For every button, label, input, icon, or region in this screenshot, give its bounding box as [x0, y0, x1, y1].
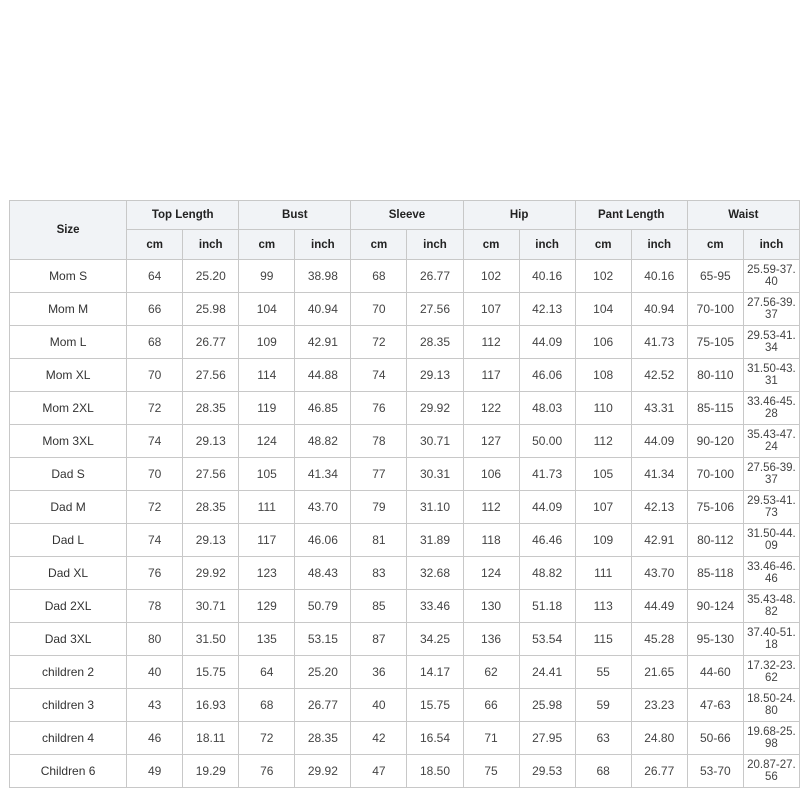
- measurement-cell: 28.35: [407, 326, 463, 359]
- size-label-cell: Dad XL: [10, 557, 127, 590]
- measurement-cell: 25.20: [183, 260, 239, 293]
- measurement-cell: 130: [463, 590, 519, 623]
- measurement-cell: 50.79: [295, 590, 351, 623]
- measurement-cell: 68: [351, 260, 407, 293]
- measurement-cell: 38.98: [295, 260, 351, 293]
- measurement-cell: 117: [463, 359, 519, 392]
- measurement-cell: 28.35: [183, 392, 239, 425]
- measurement-cell: 29.92: [183, 557, 239, 590]
- measurement-cell: 85-115: [687, 392, 743, 425]
- measurement-cell: 50.00: [519, 425, 575, 458]
- measurement-cell: 81: [351, 524, 407, 557]
- measurement-cell: 27.56: [183, 458, 239, 491]
- unit-header: cm: [351, 230, 407, 260]
- measurement-cell: 68: [239, 689, 295, 722]
- measurement-cell: 50-66: [687, 722, 743, 755]
- measurement-cell: 43.70: [631, 557, 687, 590]
- measurement-cell: 75-105: [687, 326, 743, 359]
- measurement-cell: 15.75: [183, 656, 239, 689]
- measurement-cell: 27.56-39.37: [743, 293, 799, 326]
- measurement-cell: 111: [575, 557, 631, 590]
- measurement-cell: 51.18: [519, 590, 575, 623]
- measurement-cell: 85: [351, 590, 407, 623]
- measurement-cell: 46.06: [295, 524, 351, 557]
- table-row: [10, 293, 800, 326]
- measurement-cell: 85-118: [687, 557, 743, 590]
- measurement-cell: 115: [575, 623, 631, 656]
- table-row: [10, 590, 800, 623]
- size-label-cell: Mom S: [10, 260, 127, 293]
- unit-header: inch: [295, 230, 351, 260]
- size-label-cell: Mom M: [10, 293, 127, 326]
- measurement-cell: 80-112: [687, 524, 743, 557]
- group-header-top-length: Top Length: [127, 201, 239, 230]
- unit-header: cm: [239, 230, 295, 260]
- measurement-cell: 42.52: [631, 359, 687, 392]
- measurement-cell: 118: [463, 524, 519, 557]
- measurement-cell: 59: [575, 689, 631, 722]
- measurement-cell: 80-110: [687, 359, 743, 392]
- measurement-cell: 46.85: [295, 392, 351, 425]
- measurement-cell: 29.13: [183, 425, 239, 458]
- measurement-cell: 29.92: [295, 755, 351, 788]
- unit-header: cm: [463, 230, 519, 260]
- measurement-cell: 20.87-27.56: [743, 755, 799, 788]
- measurement-cell: 27.56: [183, 359, 239, 392]
- measurement-cell: 90-124: [687, 590, 743, 623]
- measurement-cell: 25.98: [519, 689, 575, 722]
- measurement-cell: 16.93: [183, 689, 239, 722]
- measurement-cell: 31.50: [183, 623, 239, 656]
- measurement-cell: 74: [351, 359, 407, 392]
- measurement-cell: 40.16: [519, 260, 575, 293]
- measurement-cell: 109: [575, 524, 631, 557]
- measurement-cell: 29.13: [183, 524, 239, 557]
- measurement-cell: 29.92: [407, 392, 463, 425]
- size-label-cell: Dad L: [10, 524, 127, 557]
- measurement-cell: 33.46: [407, 590, 463, 623]
- measurement-cell: 124: [463, 557, 519, 590]
- measurement-cell: 28.35: [183, 491, 239, 524]
- measurement-cell: 24.41: [519, 656, 575, 689]
- table-row: [10, 491, 800, 524]
- measurement-cell: 18.11: [183, 722, 239, 755]
- table-row: [10, 326, 800, 359]
- measurement-cell: 70-100: [687, 458, 743, 491]
- measurement-cell: 70-100: [687, 293, 743, 326]
- measurement-cell: 78: [127, 590, 183, 623]
- measurement-cell: 43: [127, 689, 183, 722]
- size-label-cell: Dad 3XL: [10, 623, 127, 656]
- measurement-cell: 70: [127, 359, 183, 392]
- measurement-cell: 62: [463, 656, 519, 689]
- measurement-cell: 30.71: [183, 590, 239, 623]
- size-label-cell: children 3: [10, 689, 127, 722]
- size-chart-table: [9, 200, 800, 788]
- measurement-cell: 35.43-47.24: [743, 425, 799, 458]
- measurement-cell: 42.91: [631, 524, 687, 557]
- measurement-cell: 106: [463, 458, 519, 491]
- measurement-cell: 31.50-44.09: [743, 524, 799, 557]
- measurement-cell: 64: [127, 260, 183, 293]
- measurement-cell: 48.82: [295, 425, 351, 458]
- table-row: [10, 722, 800, 755]
- measurement-cell: 35.43-48.82: [743, 590, 799, 623]
- measurement-cell: 18.50: [407, 755, 463, 788]
- unit-header: cm: [575, 230, 631, 260]
- measurement-cell: 53.54: [519, 623, 575, 656]
- size-label-cell: Dad 2XL: [10, 590, 127, 623]
- measurement-cell: 70: [127, 458, 183, 491]
- measurement-cell: 55: [575, 656, 631, 689]
- table-row: [10, 425, 800, 458]
- measurement-cell: 123: [239, 557, 295, 590]
- measurement-cell: 44.09: [519, 491, 575, 524]
- measurement-cell: 31.89: [407, 524, 463, 557]
- measurement-cell: 109: [239, 326, 295, 359]
- table-row: [10, 656, 800, 689]
- measurement-cell: 112: [575, 425, 631, 458]
- measurement-cell: 63: [575, 722, 631, 755]
- measurement-cell: 26.77: [631, 755, 687, 788]
- table-row: [10, 755, 800, 788]
- measurement-cell: 49: [127, 755, 183, 788]
- measurement-cell: 114: [239, 359, 295, 392]
- measurement-cell: 23.23: [631, 689, 687, 722]
- measurement-cell: 79: [351, 491, 407, 524]
- table-row: [10, 623, 800, 656]
- measurement-cell: 99: [239, 260, 295, 293]
- measurement-cell: 41.73: [519, 458, 575, 491]
- group-header-hip: Hip: [463, 201, 575, 230]
- measurement-cell: 107: [463, 293, 519, 326]
- measurement-cell: 30.31: [407, 458, 463, 491]
- measurement-cell: 104: [575, 293, 631, 326]
- measurement-cell: 25.98: [183, 293, 239, 326]
- group-header-bust: Bust: [239, 201, 351, 230]
- measurement-cell: 104: [239, 293, 295, 326]
- measurement-cell: 105: [575, 458, 631, 491]
- measurement-cell: 72: [239, 722, 295, 755]
- measurement-cell: 110: [575, 392, 631, 425]
- measurement-cell: 29.13: [407, 359, 463, 392]
- measurement-cell: 74: [127, 425, 183, 458]
- measurement-cell: 40.94: [295, 293, 351, 326]
- measurement-cell: 76: [127, 557, 183, 590]
- measurement-cell: 24.80: [631, 722, 687, 755]
- measurement-cell: 19.68-25.98: [743, 722, 799, 755]
- measurement-cell: 15.75: [407, 689, 463, 722]
- measurement-cell: 48.03: [519, 392, 575, 425]
- measurement-cell: 78: [351, 425, 407, 458]
- measurement-cell: 27.56: [407, 293, 463, 326]
- measurement-cell: 77: [351, 458, 407, 491]
- table-row: [10, 392, 800, 425]
- measurement-cell: 16.54: [407, 722, 463, 755]
- measurement-cell: 80: [127, 623, 183, 656]
- measurement-cell: 40: [127, 656, 183, 689]
- measurement-cell: 90-120: [687, 425, 743, 458]
- measurement-cell: 112: [463, 326, 519, 359]
- group-header-sleeve: Sleeve: [351, 201, 463, 230]
- measurement-cell: 28.35: [295, 722, 351, 755]
- measurement-cell: 26.77: [407, 260, 463, 293]
- table-row: [10, 458, 800, 491]
- measurement-cell: 43.31: [631, 392, 687, 425]
- measurement-cell: 53.15: [295, 623, 351, 656]
- measurement-cell: 31.10: [407, 491, 463, 524]
- measurement-cell: 42.13: [631, 491, 687, 524]
- measurement-cell: 45.28: [631, 623, 687, 656]
- measurement-cell: 36: [351, 656, 407, 689]
- measurement-cell: 27.95: [519, 722, 575, 755]
- measurement-cell: 42.13: [519, 293, 575, 326]
- unit-header: cm: [127, 230, 183, 260]
- measurement-cell: 29.53-41.34: [743, 326, 799, 359]
- measurement-cell: 83: [351, 557, 407, 590]
- measurement-cell: 76: [239, 755, 295, 788]
- measurement-cell: 72: [351, 326, 407, 359]
- measurement-cell: 34.25: [407, 623, 463, 656]
- size-label-cell: Mom 3XL: [10, 425, 127, 458]
- measurement-cell: 46.06: [519, 359, 575, 392]
- measurement-cell: 32.68: [407, 557, 463, 590]
- measurement-cell: 14.17: [407, 656, 463, 689]
- measurement-cell: 26.77: [183, 326, 239, 359]
- measurement-cell: 40.16: [631, 260, 687, 293]
- unit-header: inch: [407, 230, 463, 260]
- size-column-header: Size: [10, 201, 127, 260]
- size-label-cell: Mom XL: [10, 359, 127, 392]
- measurement-cell: 95-130: [687, 623, 743, 656]
- measurement-cell: 107: [575, 491, 631, 524]
- measurement-cell: 25.59-37.40: [743, 260, 799, 293]
- table-row: [10, 557, 800, 590]
- measurement-cell: 41.73: [631, 326, 687, 359]
- measurement-cell: 44-60: [687, 656, 743, 689]
- measurement-cell: 25.20: [295, 656, 351, 689]
- unit-header: inch: [631, 230, 687, 260]
- measurement-cell: 29.53-41.73: [743, 491, 799, 524]
- measurement-cell: 75-106: [687, 491, 743, 524]
- measurement-cell: 111: [239, 491, 295, 524]
- table-row: [10, 359, 800, 392]
- measurement-cell: 44.88: [295, 359, 351, 392]
- size-label-cell: Children 6: [10, 755, 127, 788]
- measurement-cell: 119: [239, 392, 295, 425]
- measurement-cell: 53-70: [687, 755, 743, 788]
- size-label-cell: Dad S: [10, 458, 127, 491]
- measurement-cell: 37.40-51.18: [743, 623, 799, 656]
- measurement-cell: 27.56-39.37: [743, 458, 799, 491]
- measurement-cell: 26.77: [295, 689, 351, 722]
- measurement-cell: 21.65: [631, 656, 687, 689]
- unit-header: inch: [743, 230, 799, 260]
- measurement-cell: 66: [463, 689, 519, 722]
- table-row: [10, 689, 800, 722]
- table-row: [10, 524, 800, 557]
- measurement-cell: 75: [463, 755, 519, 788]
- measurement-cell: 42.91: [295, 326, 351, 359]
- measurement-cell: 41.34: [295, 458, 351, 491]
- measurement-cell: 68: [127, 326, 183, 359]
- measurement-cell: 33.46-46.46: [743, 557, 799, 590]
- size-label-cell: children 2: [10, 656, 127, 689]
- measurement-cell: 68: [575, 755, 631, 788]
- measurement-cell: 46: [127, 722, 183, 755]
- measurement-cell: 40.94: [631, 293, 687, 326]
- measurement-cell: 76: [351, 392, 407, 425]
- measurement-cell: 112: [463, 491, 519, 524]
- measurement-cell: 106: [575, 326, 631, 359]
- measurement-cell: 135: [239, 623, 295, 656]
- measurement-cell: 122: [463, 392, 519, 425]
- table-row: [10, 260, 800, 293]
- size-label-cell: Dad M: [10, 491, 127, 524]
- measurement-cell: 136: [463, 623, 519, 656]
- size-label-cell: Mom L: [10, 326, 127, 359]
- measurement-cell: 19.29: [183, 755, 239, 788]
- measurement-cell: 117: [239, 524, 295, 557]
- measurement-cell: 87: [351, 623, 407, 656]
- group-header-pant-length: Pant Length: [575, 201, 687, 230]
- measurement-cell: 71: [463, 722, 519, 755]
- measurement-cell: 44.49: [631, 590, 687, 623]
- measurement-cell: 105: [239, 458, 295, 491]
- measurement-cell: 127: [463, 425, 519, 458]
- measurement-cell: 17.32-23.62: [743, 656, 799, 689]
- measurement-cell: 72: [127, 491, 183, 524]
- measurement-cell: 30.71: [407, 425, 463, 458]
- unit-header: cm: [687, 230, 743, 260]
- measurement-cell: 18.50-24.80: [743, 689, 799, 722]
- measurement-cell: 46.46: [519, 524, 575, 557]
- size-label-cell: children 4: [10, 722, 127, 755]
- measurement-cell: 124: [239, 425, 295, 458]
- measurement-cell: 72: [127, 392, 183, 425]
- measurement-cell: 70: [351, 293, 407, 326]
- measurement-cell: 102: [575, 260, 631, 293]
- measurement-cell: 29.53: [519, 755, 575, 788]
- measurement-cell: 43.70: [295, 491, 351, 524]
- measurement-cell: 66: [127, 293, 183, 326]
- group-header-waist: Waist: [687, 201, 799, 230]
- measurement-cell: 40: [351, 689, 407, 722]
- measurement-cell: 65-95: [687, 260, 743, 293]
- measurement-cell: 44.09: [519, 326, 575, 359]
- measurement-cell: 48.43: [295, 557, 351, 590]
- size-label-cell: Mom 2XL: [10, 392, 127, 425]
- measurement-cell: 129: [239, 590, 295, 623]
- measurement-cell: 47: [351, 755, 407, 788]
- measurement-cell: 108: [575, 359, 631, 392]
- measurement-cell: 44.09: [631, 425, 687, 458]
- unit-header: inch: [183, 230, 239, 260]
- measurement-cell: 74: [127, 524, 183, 557]
- measurement-cell: 113: [575, 590, 631, 623]
- measurement-cell: 42: [351, 722, 407, 755]
- unit-header: inch: [519, 230, 575, 260]
- measurement-cell: 31.50-43.31: [743, 359, 799, 392]
- measurement-cell: 41.34: [631, 458, 687, 491]
- measurement-cell: 64: [239, 656, 295, 689]
- measurement-cell: 48.82: [519, 557, 575, 590]
- measurement-cell: 33.46-45.28: [743, 392, 799, 425]
- measurement-cell: 47-63: [687, 689, 743, 722]
- measurement-cell: 102: [463, 260, 519, 293]
